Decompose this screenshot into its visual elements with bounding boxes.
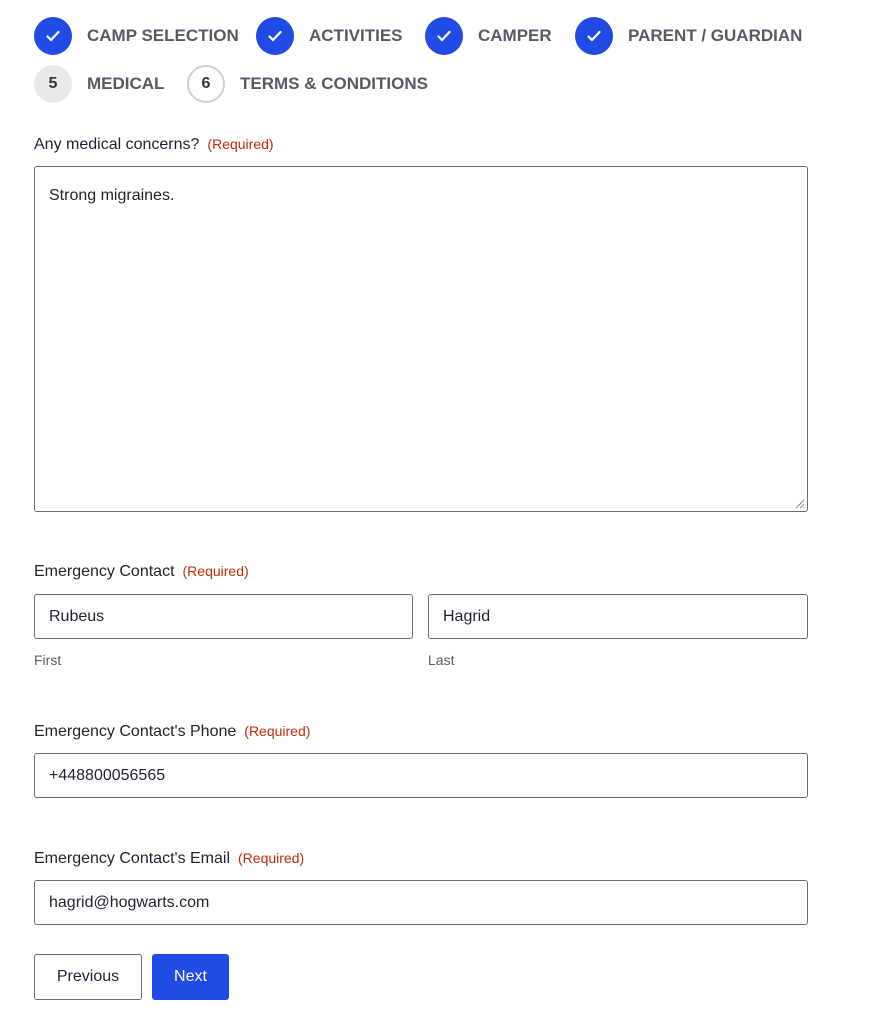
medical-label-text: Any medical concerns?: [34, 136, 200, 153]
textarea-value: Strong migraines.: [49, 187, 175, 204]
step-number: 5: [34, 65, 72, 103]
phone-label: [34, 723, 310, 741]
phone-input[interactable]: +448800056565: [34, 753, 808, 798]
first-sublabel: First: [34, 652, 62, 668]
step-label: PARENT / GUARDIAN: [628, 26, 803, 45]
required-indicator: (Required): [207, 136, 274, 152]
previous-button[interactable]: Previous: [34, 954, 142, 1000]
step-parent-guardian: [575, 16, 802, 56]
emergency-contact-label: [34, 563, 249, 581]
step-terms: [187, 64, 428, 104]
first-name-input[interactable]: Rubeus: [34, 594, 413, 639]
step-medical: [34, 64, 164, 104]
check-icon: [34, 17, 72, 55]
next-button[interactable]: Next: [152, 954, 229, 1000]
step-camper: [425, 16, 552, 56]
required-indicator: (Required): [238, 850, 305, 866]
step-activities: [256, 16, 403, 56]
required-indicator: (Required): [182, 563, 249, 579]
label-text: Emergency Contact: [34, 563, 175, 580]
check-icon: [425, 17, 463, 55]
step-label: TERMS & CONDITIONS: [240, 74, 428, 93]
check-icon: [575, 17, 613, 55]
last-name-input[interactable]: Hagrid: [428, 594, 808, 639]
step-label: ACTIVITIES: [309, 26, 403, 45]
medical-label: [34, 136, 274, 154]
step-number: 6: [187, 65, 225, 103]
step-label: CAMPER: [478, 26, 552, 45]
email-label: [34, 850, 304, 868]
label-text: Emergency Contact's Email: [34, 850, 231, 867]
step-label: MEDICAL: [87, 74, 165, 93]
medical-concerns-textarea[interactable]: [34, 166, 808, 512]
label-text: Emergency Contact's Phone: [34, 723, 237, 740]
email-input[interactable]: hagrid@hogwarts.com: [34, 880, 808, 925]
step-camp-selection: [34, 16, 239, 56]
last-sublabel: Last: [428, 652, 455, 668]
step-label: CAMP SELECTION: [87, 26, 239, 45]
resize-handle-icon[interactable]: [793, 497, 805, 509]
required-indicator: (Required): [244, 723, 311, 739]
check-icon: [256, 17, 294, 55]
